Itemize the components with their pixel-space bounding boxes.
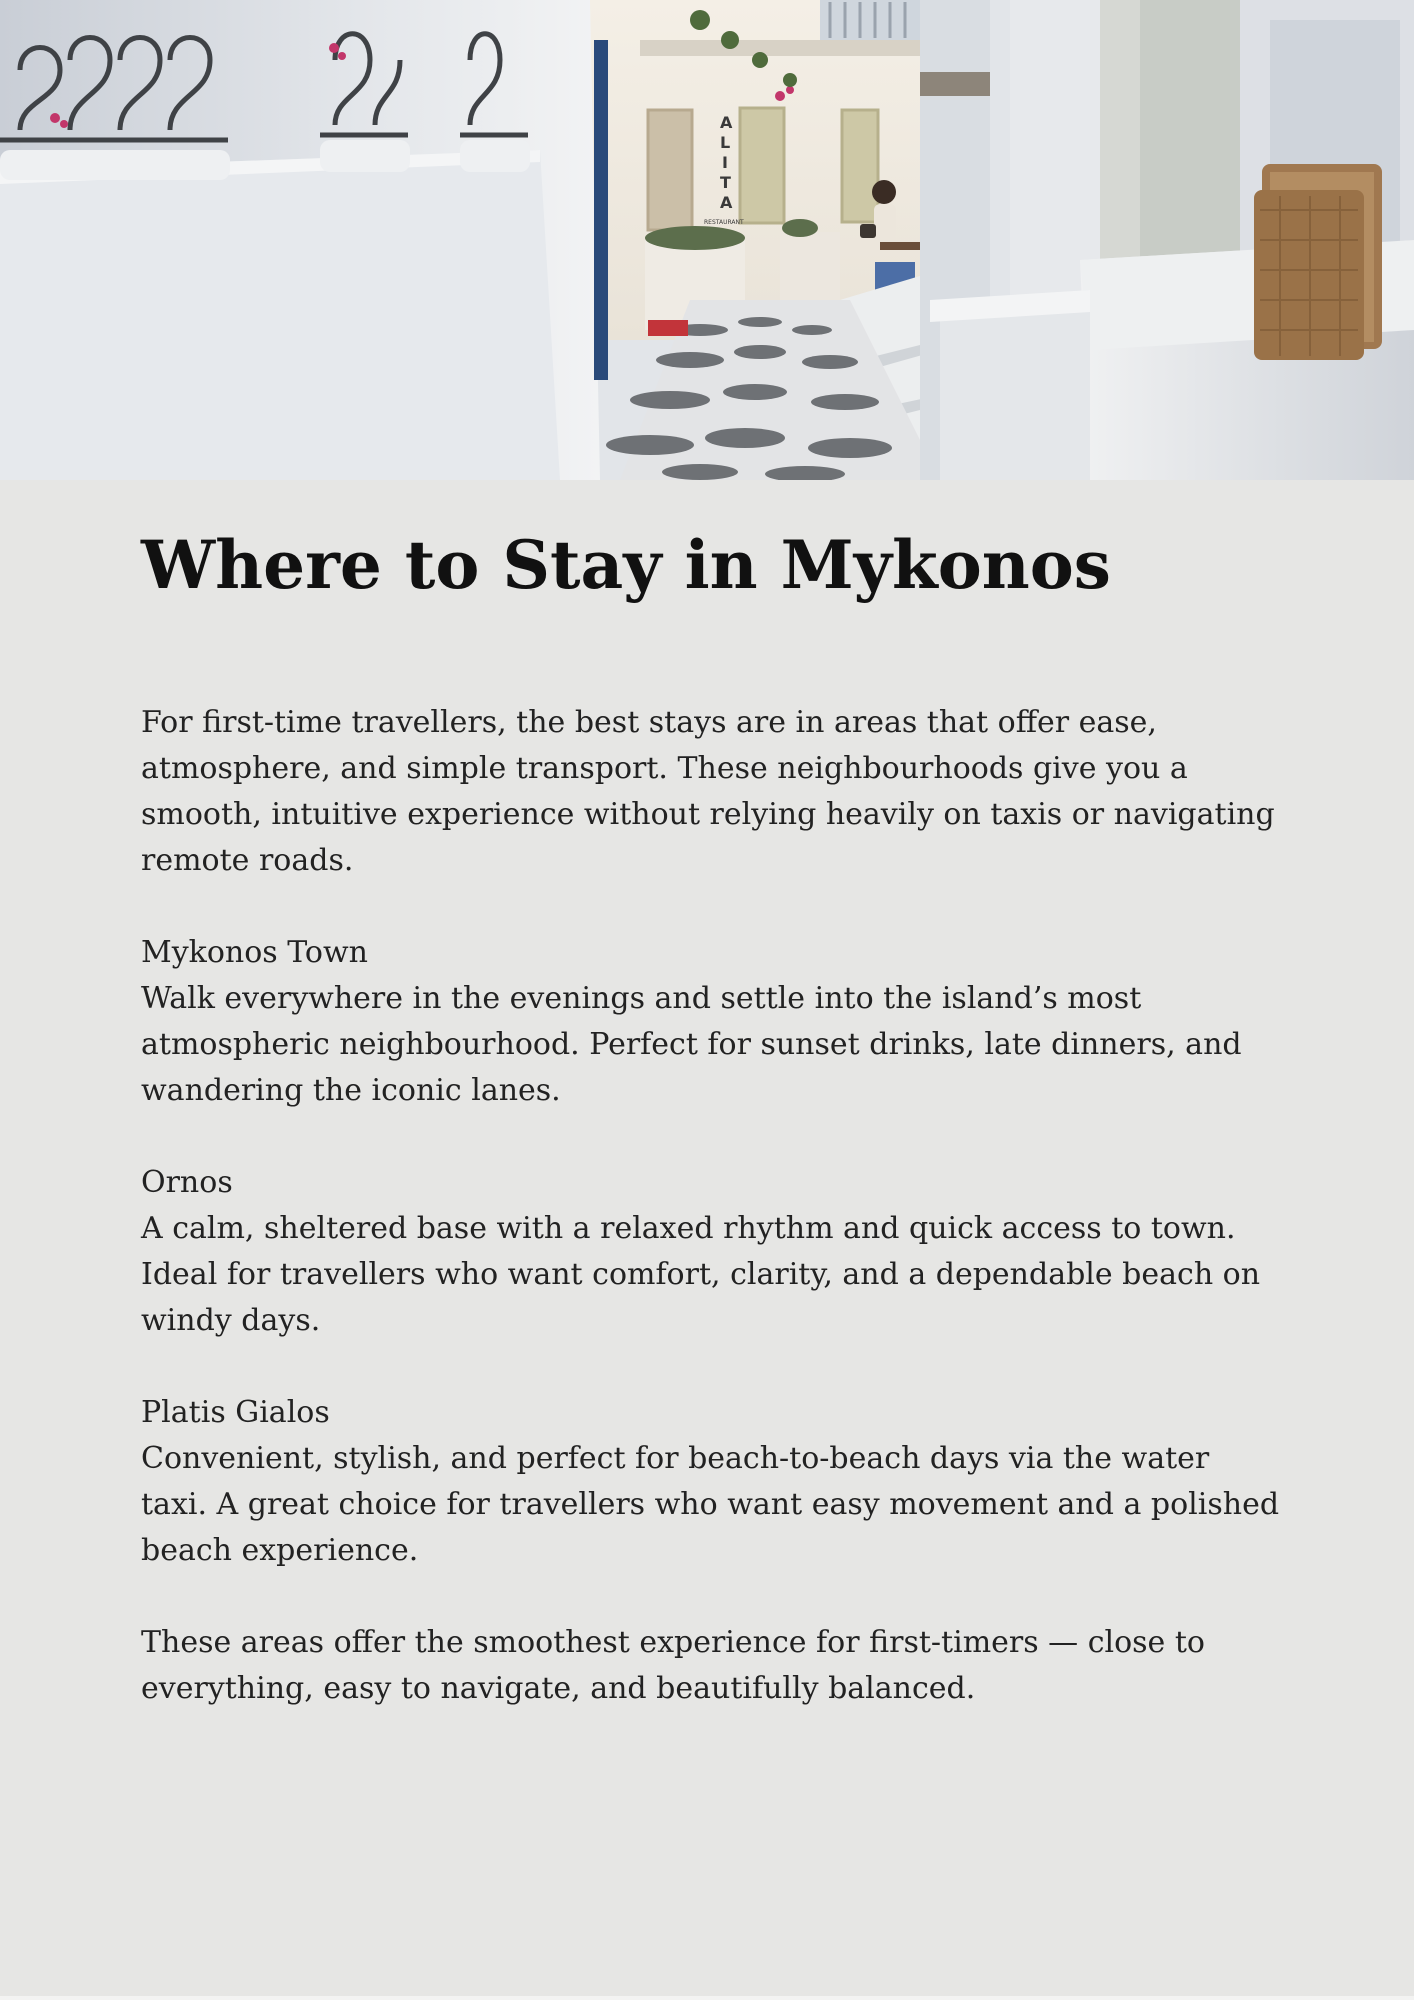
section-ornos: [141, 1160, 1281, 1344]
section-mykonos-town: [141, 930, 1281, 1114]
closing-paragraph: These areas offer the smoothest experience for first-timers — close to everything, easy to navigate, and beautifully balanced.: [141, 1625, 1205, 1706]
section-description: A calm, sheltered base with a relaxed rhythm and quick access to town. Ideal for travellers who want comfort, clarity, and a dependable beach on windy days.: [141, 1211, 1261, 1338]
section-description: Walk everywhere in the evenings and settle into the island’s most atmospheric neighbourhood. Perfect for sunset drinks, late dinners, and wandering the iconic lanes.: [141, 981, 1242, 1108]
rattan-lantern: [1254, 164, 1382, 360]
hero-photo: [0, 0, 1414, 480]
section-heading: Mykonos Town: [141, 935, 368, 970]
section-platis-gialos: [141, 1390, 1281, 1574]
svg-text:A: A: [720, 113, 733, 132]
article: [141, 520, 1281, 1712]
page-title: Where to Stay in Mykonos: [141, 526, 1111, 604]
section-heading: Platis Gialos: [141, 1395, 330, 1430]
svg-text:I: I: [722, 153, 728, 172]
intro-paragraph: For first-time travellers, the best stays are in areas that offer ease, atmosphere, and simple transport. These neighbourhoods give you a smooth, intuitive experience without relying heavily on taxis or navigating remote roads.: [141, 705, 1275, 878]
svg-text:T: T: [720, 173, 731, 192]
svg-text:L: L: [720, 133, 731, 152]
svg-text:RESTAURANT: RESTAURANT: [704, 219, 744, 226]
section-heading: Ornos: [141, 1165, 233, 1200]
mykonos-alley-illustration: [0, 0, 1414, 480]
svg-text:A: A: [720, 193, 733, 212]
section-description: Convenient, stylish, and perfect for beach-to-beach days via the water taxi. A great choice for travellers who want easy movement and a polished beach experience.: [141, 1441, 1280, 1568]
bottom-divider: [0, 1996, 1414, 2000]
